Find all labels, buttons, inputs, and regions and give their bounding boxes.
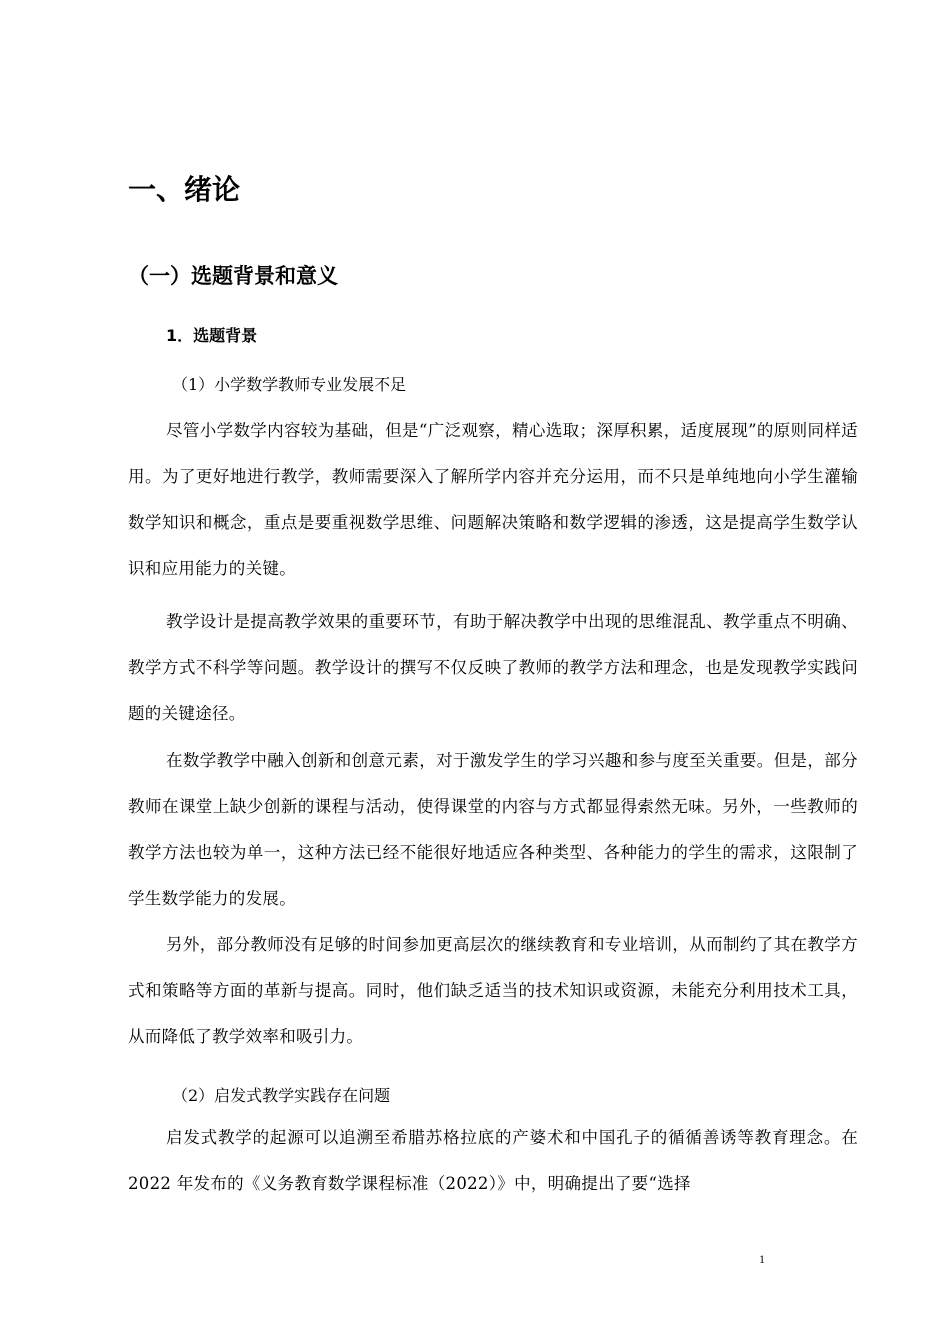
subsubsection-heading-1: （1）小学数学教师专业发展不足	[172, 375, 407, 394]
section-heading: （一）选题背景和意义	[128, 264, 338, 288]
paragraph-4: 另外，部分教师没有足够的时间参加更高层次的继续教育和专业培训，从而制约了其在教学方式和策略等方面的革新与提高。同时，他们缺乏适当的技术知识或资源，未能充分利用技术工具，从而降低了教学效率和吸引力。	[128, 935, 858, 1046]
subsection-heading: 1．选题背景	[166, 326, 258, 345]
chapter-heading: 一、绪论	[128, 173, 241, 206]
paragraph-2: 教学设计是提高教学效果的重要环节，有助于解决教学中出现的思维混乱、教学重点不明确、教学方式不科学等问题。教学设计的撰写不仅反映了教师的教学方法和理念，也是发现教学实践问题的关键途径。	[128, 612, 858, 723]
paragraph-3: 在数学教学中融入创新和创意元素，对于激发学生的学习兴趣和参与度至关重要。但是，部分教师在课堂上缺少创新的课程与活动，使得课堂的内容与方式都显得索然无味。另外，一些教师的教学方法也较为单一，这种方法已经不能很好地适应各种类型、各种能力的学生的需求，这限制了学生数学能力的发展。	[128, 751, 858, 908]
paragraph-5: 启发式教学的起源可以追溯至希腊苏格拉底的产婆术和中国孔子的循循善诱等教育理念。在 2022 年发布的《义务教育数学课程标准（2022）》中，明确提出了要“选择	[128, 1128, 858, 1193]
paragraph-1: 尽管小学数学内容较为基础，但是“广泛观察，精心选取；深厚积累，适度展现”的原则同样适用。为了更好地进行教学，教师需要深入了解所学内容并充分运用，而不只是单纯地向小学生灌输数学知识和概念，重点是要重视数学思维、问题解决策略和数学逻辑的渗透，这是提高学生数学认识和应用能力的关键。	[128, 421, 858, 578]
page-number: 1	[759, 1252, 765, 1266]
subsubsection-heading-2: （2）启发式教学实践存在问题	[172, 1086, 391, 1105]
